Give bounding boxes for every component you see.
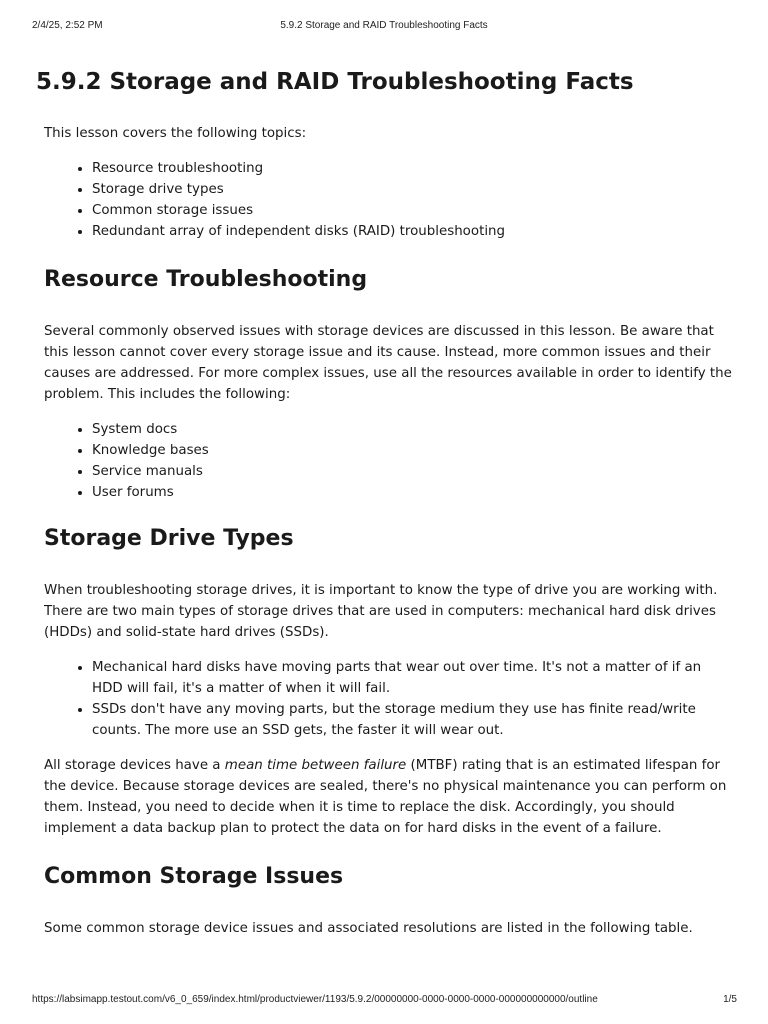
print-doc-title: 5.9.2 Storage and RAID Troubleshooting Facts — [280, 20, 488, 31]
list-item: • Knowledge bases — [92, 440, 736, 461]
mtbf-paragraph — [36, 755, 736, 839]
resource-paragraph: Several commonly observed issues with storage devices are discussed in this lesson. Be aware that this lesson cannot cover every storage issue and its cause. Instead, more common issues and their causes are addressed. For more complex issues, use all the resources available in order to identify the problem. This includes the following: — [44, 324, 732, 402]
list-item: • Redundant array of independent disks (RAID) troubleshooting — [92, 221, 736, 242]
resource-heading: Resource Troubleshooting — [44, 267, 368, 292]
drive-types-paragraph: When troubleshooting storage drives, it is important to know the type of drive you are working with. There are two main types of storage drives that are used in computers: mechanical hard disk drives (HDDs) and solid-state hard drives (SSDs). — [44, 583, 718, 640]
mtbf-text-after: (MTBF) rating that is an estimated lifespan for the device. Because storage devices are sealed, there's no physical maintenance you can perform on them. Instead, you need to decide when it is time to replace the disk. Accordingly, you should implement a data backup plan to protect the data on for hard disks in the event of a failure. — [44, 758, 727, 836]
print-footer — [0, 994, 768, 1008]
list-item: • System docs — [92, 419, 736, 440]
drive-types-list — [36, 657, 736, 741]
intro-text: This lesson covers the following topics: — [44, 126, 307, 141]
print-header — [0, 20, 768, 34]
list-item: • SSDs don't have any moving parts, but the storage medium they use has finite read/write counts. The more use an SSD gets, the faster it will wear out. — [92, 699, 736, 741]
storage-issues-paragraph: Some common storage device issues and associated resolutions are listed in the following table. — [44, 921, 693, 936]
page-title: 5.9.2 Storage and RAID Troubleshooting Facts — [36, 69, 634, 95]
mtbf-term: mean time between failure — [224, 758, 407, 773]
list-item: • Storage drive types — [92, 179, 736, 200]
list-item: • Mechanical hard disks have moving parts that wear out over time. It's not a matter of if an HDD will fail, it's a matter of when it will fail. — [92, 657, 736, 699]
list-item: • Common storage issues — [92, 200, 736, 221]
print-url: https://labsimapp.testout.com/v6_0_659/index.html/productviewer/1193/5.9.2/00000000-0000-0000-0000-000000000000/outline — [32, 994, 598, 1005]
list-item: • Resource troubleshooting — [92, 158, 736, 179]
list-item: • Service manuals — [92, 461, 736, 482]
document-content — [36, 62, 736, 939]
resources-list — [36, 419, 736, 503]
mtbf-text-before: All storage devices have a — [44, 758, 225, 773]
print-page-number: 1/5 — [723, 994, 737, 1005]
storage-issues-heading: Common Storage Issues — [44, 864, 344, 889]
drive-types-heading: Storage Drive Types — [44, 526, 294, 551]
list-item: • User forums — [92, 482, 736, 503]
topics-list — [36, 158, 736, 242]
print-datetime: 2/4/25, 2:52 PM — [32, 20, 103, 31]
